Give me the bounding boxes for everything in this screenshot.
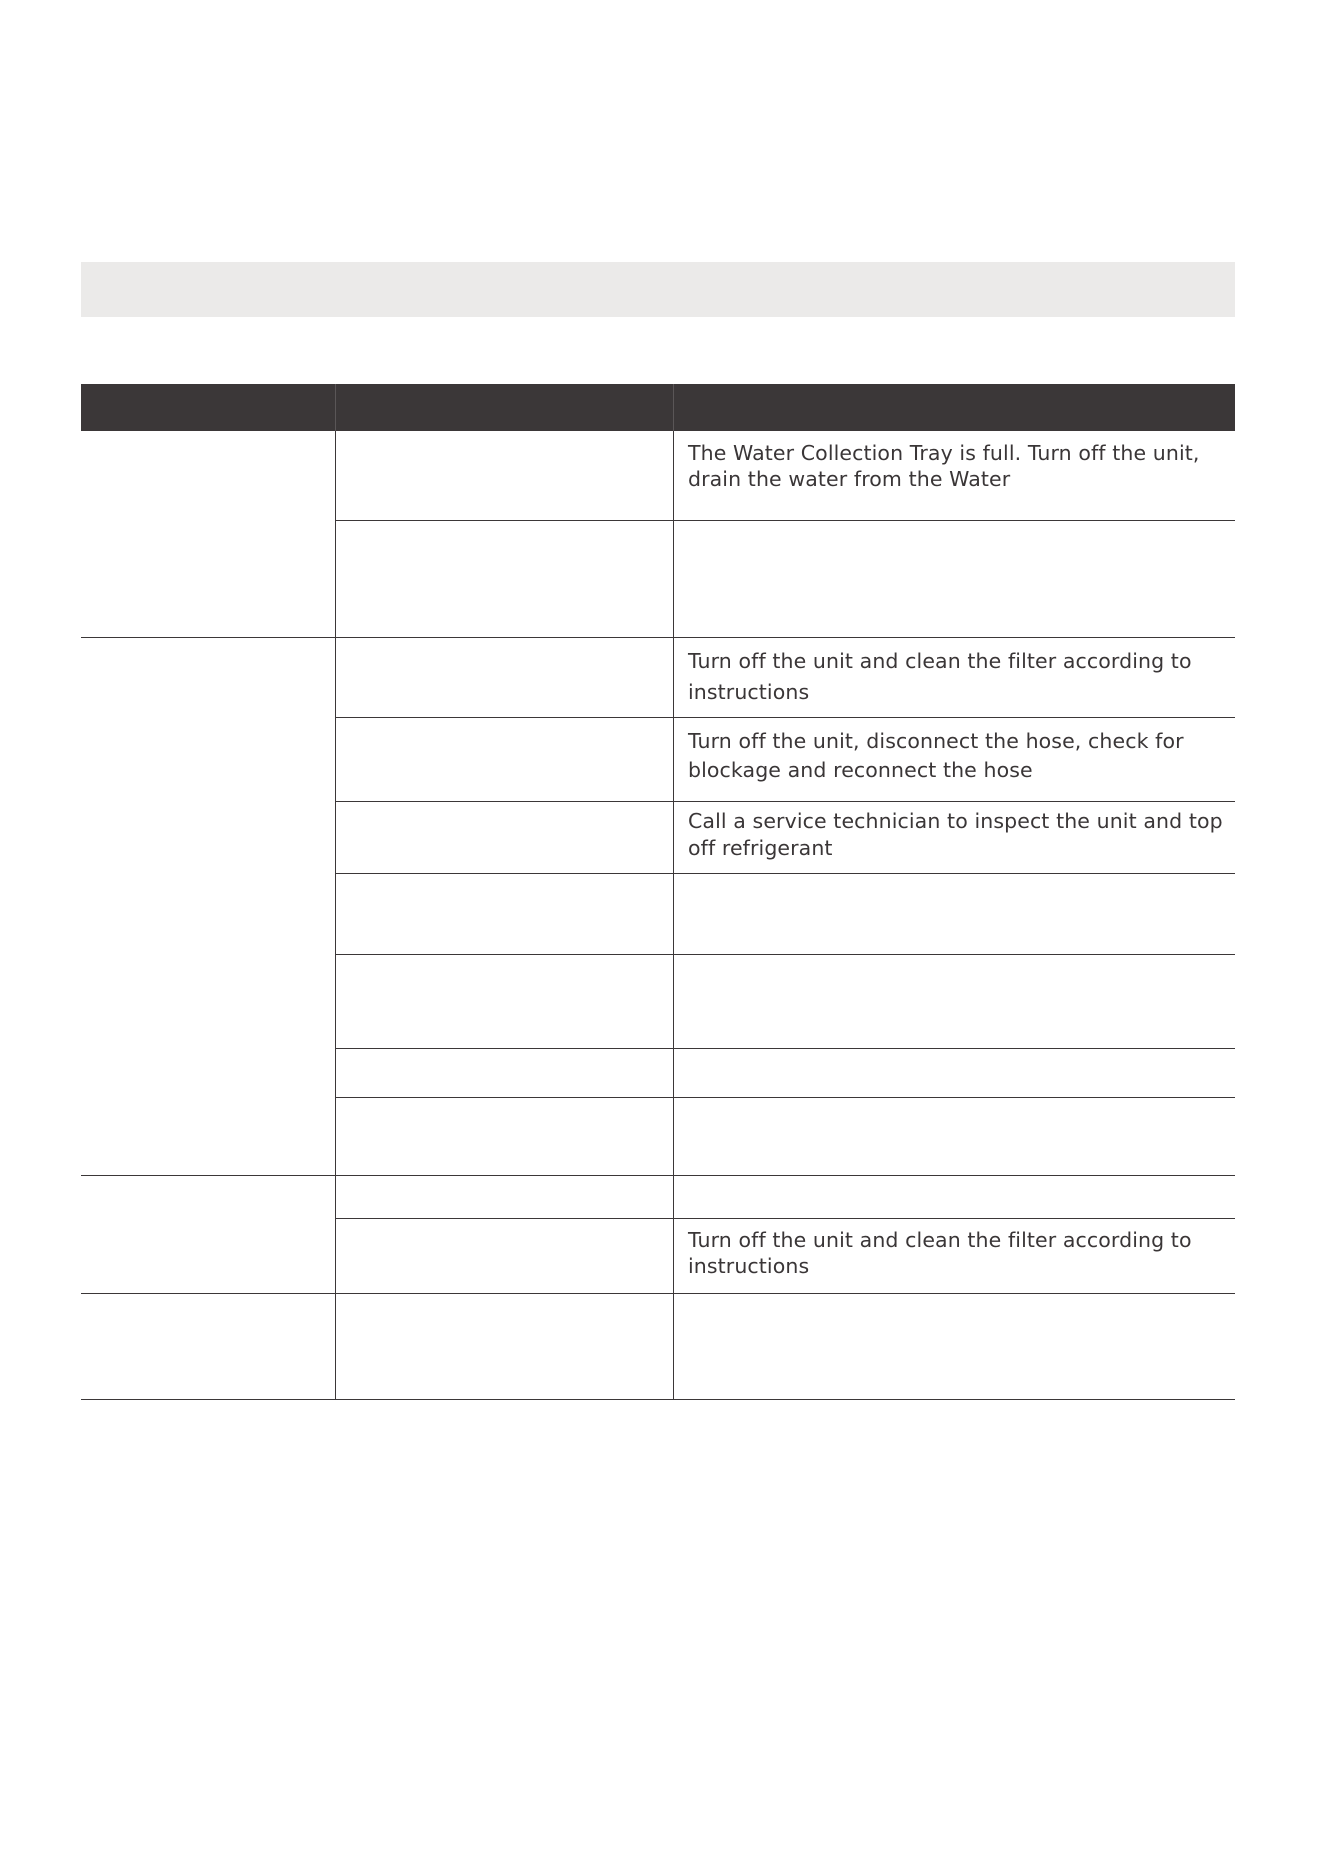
header-divider-2 <box>673 384 674 431</box>
table-header-row <box>81 384 1235 431</box>
troubleshooting-table <box>81 384 1235 1400</box>
column-divider-2 <box>673 431 674 1400</box>
row-separator-3 <box>335 801 1235 802</box>
group-separator-2 <box>81 1175 1235 1176</box>
row-separator-5 <box>335 954 1235 955</box>
solution-cell-row3: Turn off the unit and clean the filter according to instructions <box>688 649 1192 704</box>
section-title-band <box>81 262 1235 317</box>
solution-cell-row10: Turn off the unit and clean the filter according to instructions <box>688 1228 1192 1278</box>
column-divider-1 <box>335 431 336 1400</box>
row-separator-1 <box>335 520 1235 521</box>
row-separator-4 <box>335 873 1235 874</box>
row-separator-7 <box>335 1097 1235 1098</box>
solution-cell-row5: Call a service technician to inspect the unit and top off refrigerant <box>688 809 1223 860</box>
group-separator-3 <box>81 1293 1235 1294</box>
group-separator-1 <box>81 637 1235 638</box>
row-separator-8 <box>335 1218 1235 1219</box>
table-bottom-border <box>81 1399 1235 1400</box>
solution-cell-row1: The Water Collection Tray is full. Turn off the unit, drain the water from the Water <box>688 441 1200 491</box>
header-divider-1 <box>335 384 336 431</box>
row-separator-6 <box>335 1048 1235 1049</box>
row-separator-2 <box>335 717 1235 718</box>
solution-cell-row4: Turn off the unit, disconnect the hose, check for blockage and reconnect the hose <box>688 729 1184 782</box>
